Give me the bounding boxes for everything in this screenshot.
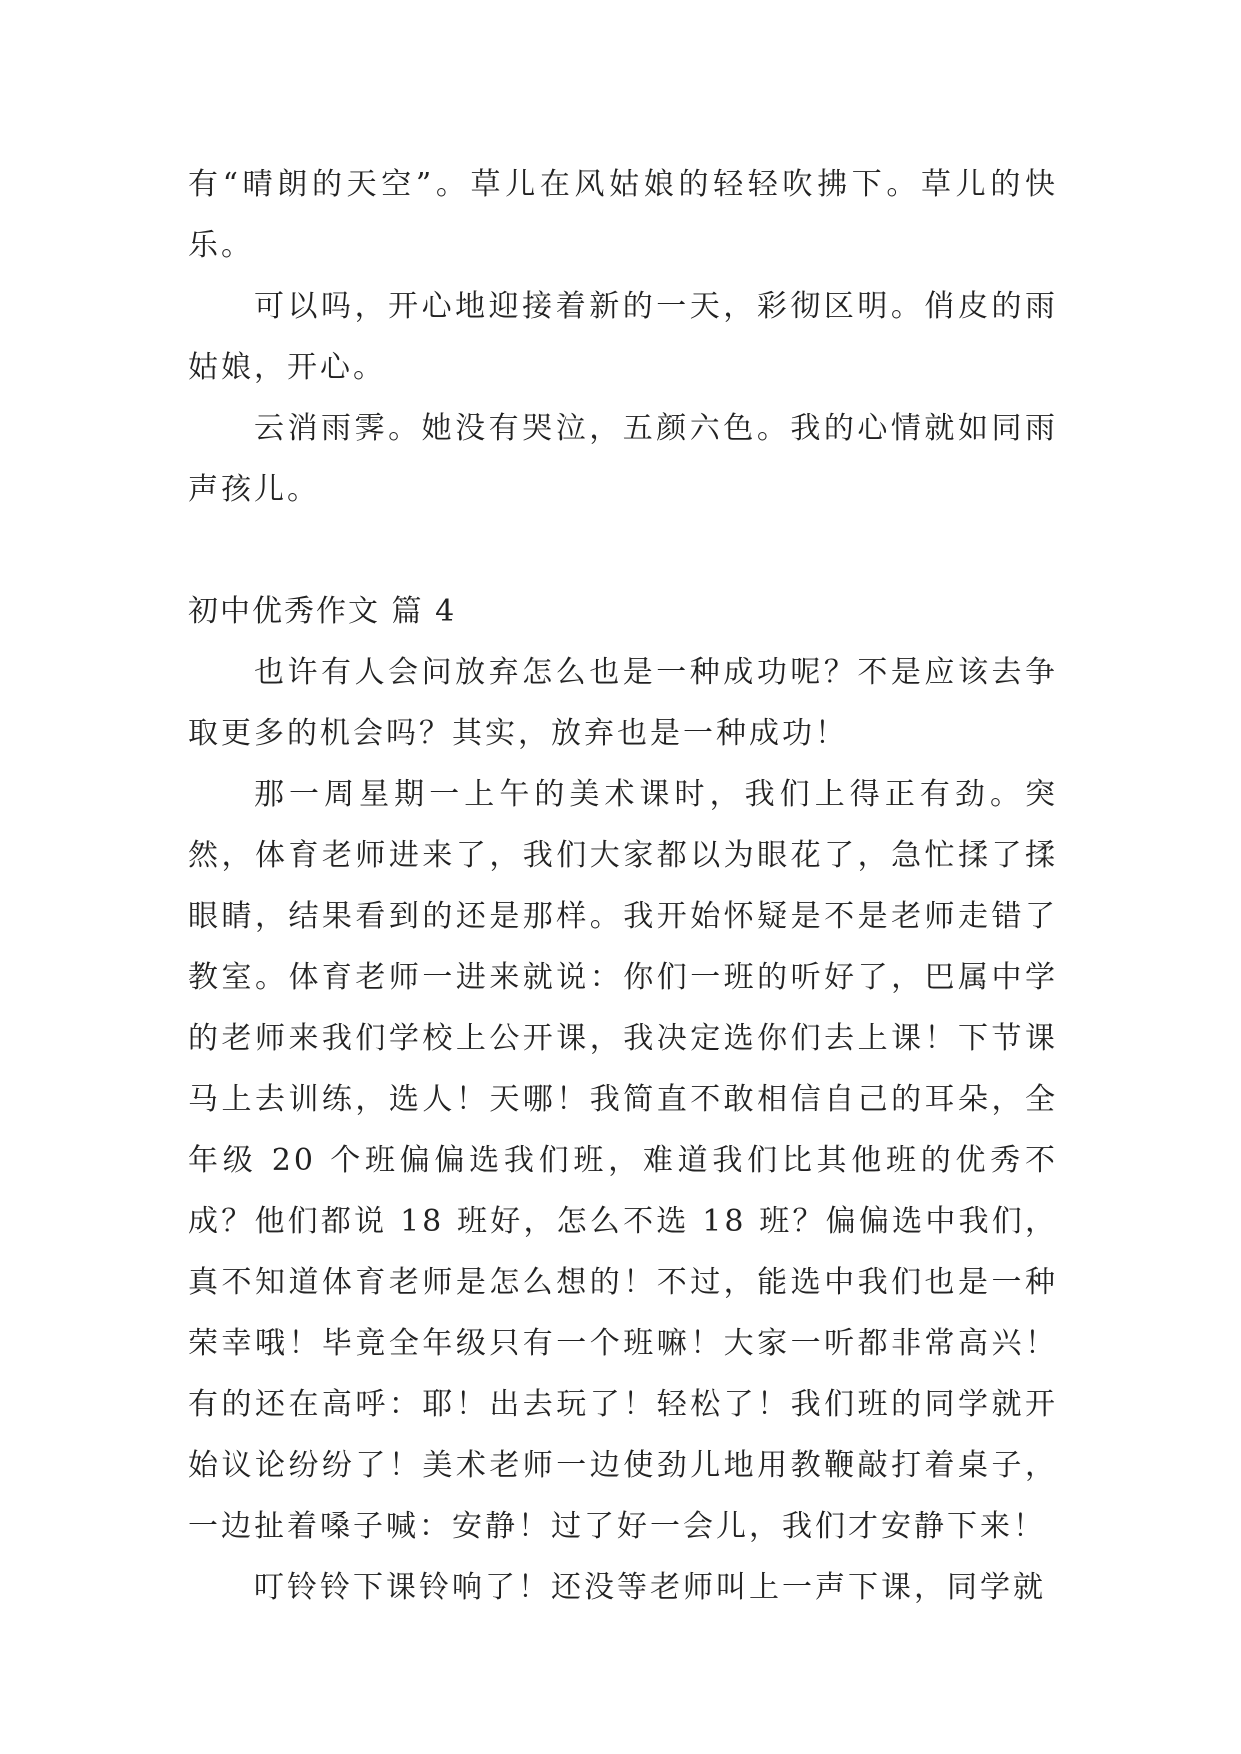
section-paragraph-1: 也许有人会问放弃怎么也是一种成功呢？不是应该去争取更多的机会吗？其实，放弃也是一种成功！ [188,655,1058,751]
section-paragraph-2: 那一周星期一上午的美术课时，我们上得正有劲。突然，体育老师进来了，我们大家都以为眼花了，急忙揉了揉眼睛，结果看到的还是那样。我开始怀疑是不是老师走错了教室。体育老师一进来就说：你们一班的听好了，巴属中学的老师来我们学校上公开课，我决定选你们去上课！下节课马上去训练，选人！天哪！我简直不敢相信自己的耳朵，全年级 20 个班偏偏选我们班，难道我们比其他班的优秀不成？他们都说 18 班好，怎么不选 18 班？偏偏选中我们，真不知道体育老师是怎么想的！不过，能选中我们也是一种荣幸哦！毕竟全年级只有一个班嘛！大家一听都非常高兴！有的还在高呼：耶！出去玩了！轻松了！我们班的同学就开始议论纷纷了！美术老师一边使劲儿地用教鞭敲打着桌子，一边扯着嗓子喊：安静！过了好一会儿，我们才安静下来！ [188,777,1058,1544]
intro-paragraph-3: 云消雨霁。她没有哭泣，五颜六色。我的心情就如同雨声孩儿。 [188,411,1058,507]
intro-paragraph-2: 可以吗，开心地迎接着新的一天，彩彻区明。俏皮的雨姑娘，开心。 [188,289,1058,385]
document-body [188,154,1058,1618]
section-title: 初中优秀作文 篇 4 [188,594,457,629]
intro-paragraph-1: 有“晴朗的天空”。草儿在风姑娘的轻轻吹拂下。草儿的快乐。 [188,167,1058,263]
section-paragraph-3: 叮铃铃下课铃响了！还没等老师叫上一声下课，同学就 [254,1570,1046,1605]
section-spacer [188,520,1058,581]
